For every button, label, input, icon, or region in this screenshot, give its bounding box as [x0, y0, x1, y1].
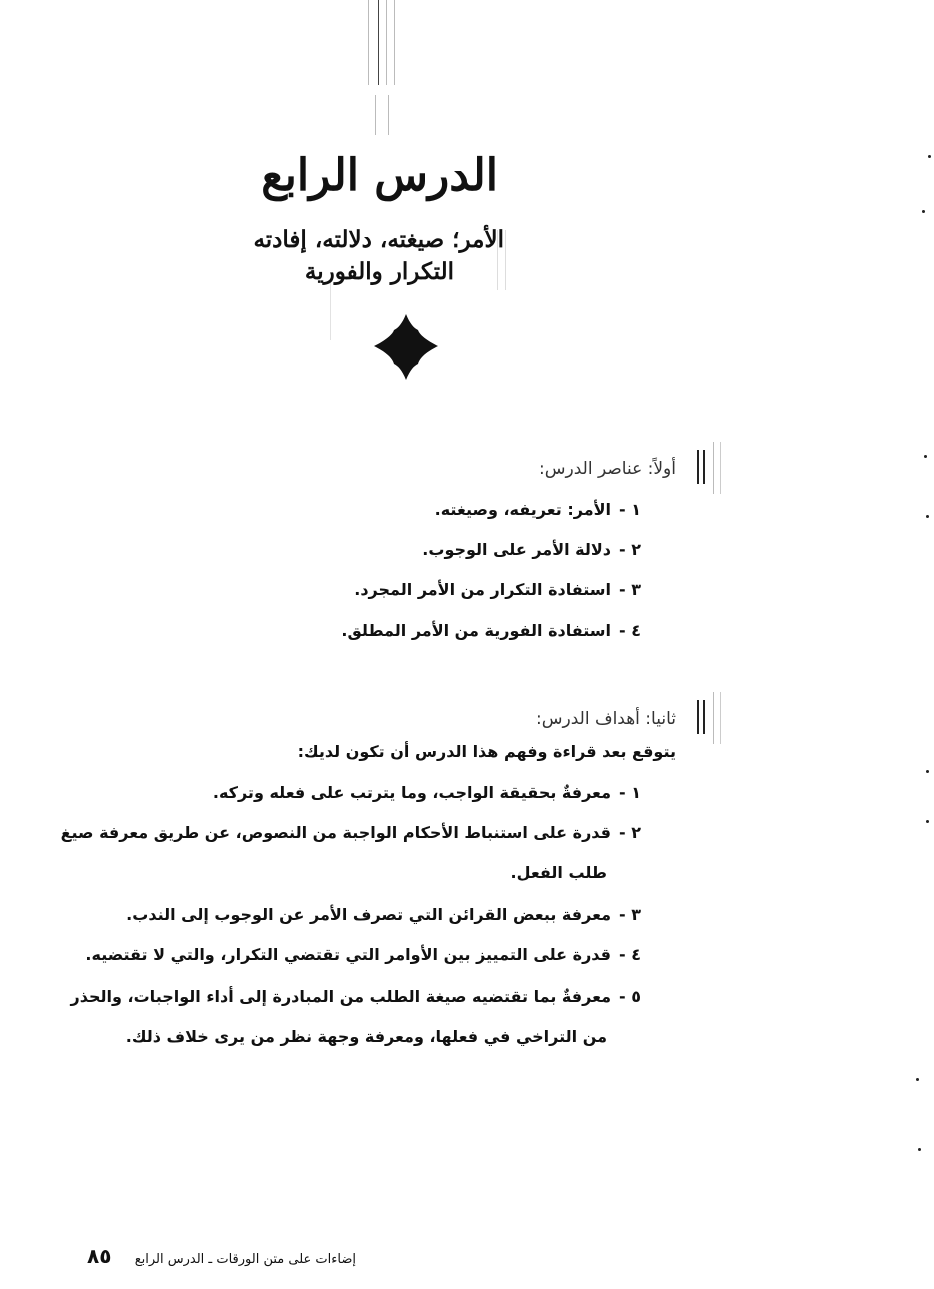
- item-text: دلالة الأمر على الوجوب.: [422, 540, 611, 559]
- top-ornament-line: [394, 0, 395, 85]
- item-text: معرفةٌ بحقيقة الواجب، وما يترتب على فعله وتركه.: [212, 783, 611, 802]
- guide-line: [330, 280, 331, 340]
- section2-item-5-continuation: من التراخي في فعلها، ومعرفة وجهة نظر من يرى خلاف ذلك.: [125, 1027, 607, 1046]
- guide-line: [505, 230, 506, 290]
- margin-speck: [922, 210, 925, 213]
- section2-item-3: [126, 905, 641, 924]
- item-text: الأمر: تعريفه، وصيغته.: [434, 500, 611, 519]
- item-text: استفادة التكرار من الأمر المجرد.: [354, 580, 611, 599]
- section2-item-2-continuation: طلب الفعل.: [510, 863, 607, 882]
- item-number: ٢ -: [619, 823, 641, 842]
- margin-speck: [926, 820, 929, 823]
- margin-speck: [924, 455, 927, 458]
- diamond-ornament-icon: [374, 314, 438, 380]
- top-ornament-line: [388, 95, 389, 135]
- section1-item-4: [341, 621, 641, 640]
- section1-heading: أولاً: عناصر الدرس:: [539, 459, 676, 479]
- section2-item-1: [213, 783, 641, 802]
- item-number: ٤ -: [619, 621, 641, 640]
- item-number: ٣ -: [619, 905, 641, 924]
- section1-item-1: [435, 500, 641, 519]
- page-number: ٨٥: [87, 1244, 112, 1268]
- margin-speck: [926, 770, 929, 773]
- section-marker: [703, 450, 705, 484]
- item-text: معرفةٌ بما تقتضيه صيغة الطلب من المبادرة إلى أداء الواجبات، والحذر: [70, 987, 611, 1006]
- margin-speck: [926, 515, 929, 518]
- section2-intro: يتوقع بعد قراءة وفهم هذا الدرس أن تكون لديك:: [297, 742, 676, 761]
- item-text: استفادة الفورية من الأمر المطلق.: [341, 621, 611, 640]
- section-marker: [703, 700, 705, 734]
- top-ornament-line: [378, 0, 379, 85]
- section2-heading: ثانيا: أهداف الدرس:: [536, 709, 676, 729]
- item-text: معرفة ببعض القرائن التي تصرف الأمر عن الوجوب إلى الندب.: [126, 905, 611, 924]
- running-footer-title: إضاءات على متن الورقات ـ الدرس الرابع: [134, 1252, 356, 1267]
- section-marker: [713, 442, 714, 494]
- item-number: ١ -: [619, 500, 641, 519]
- section-marker: [720, 442, 721, 494]
- margin-speck: [928, 155, 931, 158]
- margin-speck: [916, 1078, 919, 1081]
- item-number: ٢ -: [619, 540, 641, 559]
- item-number: ١ -: [619, 783, 641, 802]
- item-number: ٤ -: [619, 945, 641, 964]
- section2-item-4: [85, 945, 641, 964]
- item-number: ٥ -: [619, 987, 641, 1006]
- lesson-subtitle-line1: الأمر؛ صيغته، دلالته، إفادته: [253, 226, 504, 253]
- item-text: قدرة على استنباط الأحكام الواجبة من النصوص، عن طريق معرفة صيغ: [60, 823, 611, 842]
- margin-speck: [918, 1148, 921, 1151]
- top-ornament-line: [386, 0, 387, 85]
- lesson-subtitle-line2: التكرار والفورية: [304, 258, 454, 285]
- top-ornament-line: [375, 95, 376, 135]
- item-number: ٣ -: [619, 580, 641, 599]
- lesson-title: الدرس الرابع: [261, 150, 498, 201]
- section-marker: [720, 692, 721, 744]
- item-text: قدرة على التمييز بين الأوامر التي تقتضي التكرار، والتي لا تقتضيه.: [85, 945, 611, 964]
- section2-item-5: [71, 987, 641, 1006]
- section-marker: [713, 692, 714, 744]
- section2-item-2: [61, 823, 641, 842]
- section-marker: [697, 700, 699, 734]
- section1-item-3: [354, 580, 641, 599]
- section-marker: [697, 450, 699, 484]
- section1-item-2: [422, 540, 641, 559]
- top-ornament-line: [368, 0, 369, 85]
